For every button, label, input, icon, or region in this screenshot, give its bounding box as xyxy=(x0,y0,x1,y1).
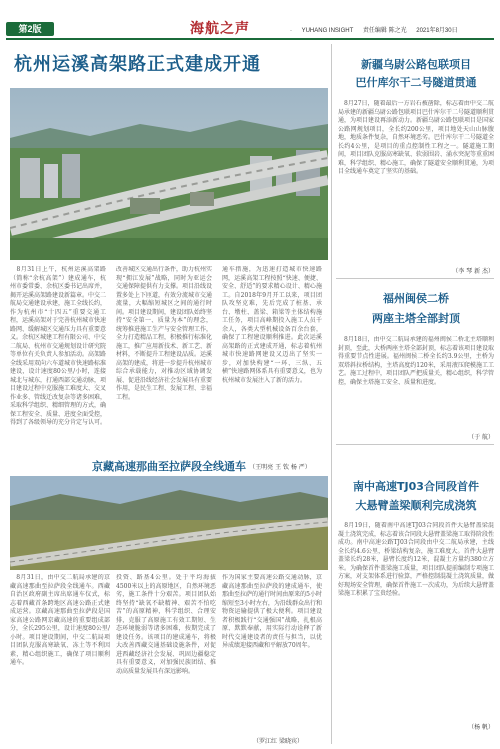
header-dot: · xyxy=(290,28,292,34)
fuzhou-headline-1: 福州闽侯二桥 xyxy=(383,292,449,305)
nanjing-headline-2: 大悬臂盖梁顺利完成浇筑 xyxy=(355,499,477,512)
xinjiang-headline-1: 新疆乌尉公路包联项目 xyxy=(361,58,471,71)
xinjiang-story-byline: （李 琴 新 杰） xyxy=(452,268,494,275)
main-story-col1: 8月31日上午，杭州运溪高架路（简称“余杭高架”）建成通车，杭州市委常委、余杭区委书记出席并，揭开运溪高架路建设新篇章。中交二航局交通建设承建，施工全线长约，作为杭州市“十四五”重要交通工程，运溪高架对于完善杭州城市快速路网、缓解城区交通压力具有重要意义。余杭区城建工程有限公司、中交二航局、杭州市交通规划设计研究院等单位有关负责人参加活动。高架路全线采用双向六车道城市快速路标准建设，设计速度80公里/小时，连接城北与城东，打通西部交通动脉，项目建设过程中克服施工难度大、交叉作业多、管线迁改复杂等诸多困难，采取科学组织、精细管理的方式，确保工程安全、质量、进度全面受控，得到了各级领导的充分肯定与认可。 xyxy=(10,266,106,426)
tibet-story-col2: 投资、路基4公里。处于平均海拔4500米以上的高原地区，自然环境恶劣，施工条件十分艰苦。项目团队始终坚持“缺氧不缺精神、艰苦不怕吃苦”的高原精神，科学组织、合理安排，克服了高原施工有效工期短、生态环境脆弱等诸多困难，按期完成了建设任务。该项目的建成通车，将极大改善西藏交通基础设施条件，对促进西藏经济社会发展、巩固边疆稳定具有重要意义，对加强民族团结、推动高质量发展具有深远影响。 xyxy=(116,574,216,675)
nanjing-story-text: 8月19日，随着南中高速TJ03合同段首件大悬臂盖梁混凝土浇筑完成，标志着该合同段大悬臂盖梁施工取得阶段性成功。南中高速公路TJ03合同段由中交二航局承建，主线全长约4.6公里，桥梁结构复杂，施工难度大。首件大悬臂盖梁长约28米，悬臂长度约12米，混凝土方量约380立方米。为确保首件盖梁施工质量，项目团队提前编制专项施工方案，对支架体系进行验算，严格控制混凝土浇筑质量，做好现场安全管理，确保首件施工一次成功，为后续大悬臂盖梁施工积累了宝贵经验。 xyxy=(338,522,494,597)
page-header xyxy=(0,0,500,38)
fuzhou-story-byline: （于 航） xyxy=(468,434,494,441)
tibet-story-byline: （罗江红 梁晓宾） xyxy=(253,738,303,745)
divider-1 xyxy=(336,278,494,279)
viaduct-aerial-photo xyxy=(10,88,328,260)
main-story-col3: 通车措施，为迅速打造城市快速路网，运溪高架工程按照“快速、便捷、安全、舒适”的要求精心设计、精心施工。自2018年9月开工以来，项目团队攻坚克难，先后完成了桩基、承台、墩柱、盖梁、箱梁等主体结构施工任务，项目高峰期投入施工人员千余人，各类大型机械设备百余台套，确保了工程建设顺利推进。此次运溪高架路的正式建成开通，标志着杭州城市快速路网建设又迈出了坚实一步，对加快构建“一环、三纵、五横”快速路网体系具有重要意义，也为杭州城市发展注入了新的活力。 xyxy=(222,266,322,384)
xinjiang-story-text: 8月27日，随着最后一方岩石被凿除，标志着由中交二航局承建的新疆乌尉公路包联项目巴什库尔干二号隧道顺利贯通，为项目建设再添新动力。新疆乌尉公路包联项目是国家公路网规划项目，全长约200公里，项目地处天山山脉腹地，地质条件复杂，自然环境恶劣。巴什库尔干二号隧道全长约4公里，是项目的重点控制性工程之一。隧道施工期间，项目团队克服高寒缺氧、软弱围岩、涌水突泥等重重困难，科学组织、精心施工，确保了隧道安全顺利贯通，为项目全线通车奠定了坚实的基础。 xyxy=(338,100,494,175)
header-insight: YUHANG INSIGHT xyxy=(301,28,354,34)
tibet-highway-photo xyxy=(10,476,328,570)
newspaper-logo: 海航之声 xyxy=(190,21,250,37)
nanjing-headline-1: 南中高速TJ03合同段首件 xyxy=(353,480,479,493)
header-editor: 责任编辑 陈之光 xyxy=(362,28,407,34)
header-rule xyxy=(6,38,494,40)
header-date: 2021年8月30日 xyxy=(416,28,458,34)
column-divider xyxy=(331,44,332,744)
fuzhou-story-text: 8月18日，由中交二航局承建的福州闽侯二桥北主塔顺利封顶，至此，大桥两座主塔全部封顶，标志着该项目建设取得重要节点性进展。福州闽侯二桥全长约3.9公里，主桥为双塔斜拉桥结构，主塔高度约120米，采用液压爬模施工工艺。施工过程中，项目团队严把质量关，精心组织，科学管控，确保主塔施工安全、质量和进度。 xyxy=(338,336,494,386)
main-headline: 杭州运溪高架路正式建成开通 xyxy=(14,54,261,75)
page-number-badge: 第2版 xyxy=(6,22,54,36)
nanjing-story-byline: （杨 帆） xyxy=(468,724,494,731)
divider-2 xyxy=(336,444,494,445)
xinjiang-headline-2: 巴什库尔干二号隧道贯通 xyxy=(355,76,477,89)
tibet-story-col1: 8月31日，由中交二航局承建的京藏高速那曲至拉萨段全线通车。西藏自治区政府副主席出席通车仪式，标志着西藏首条跨地区高速公路正式建成运营。京藏高速那曲至拉萨段是国家高速公路网京藏高速的重要组成部分，全长295公里，设计速度80公里/小时。项目建设期间，中交二航局项目团队克服高寒缺氧、冻土等不利因素，精心组织施工，确保了项目顺利通车。 xyxy=(10,574,110,666)
header-meta xyxy=(290,25,466,34)
main-story-byline: （王明亮 王 钦 杨 严） xyxy=(249,464,311,471)
tibet-story-col3: 作为国家主要高速公路交通动脉，京藏高速那曲至拉萨段的建成通车，使那曲至拉萨的通行时间由原来的5小时缩短至3小时左右，为沿线群众出行和物资运输提供了极大便利。项目建设者积极践行“交通强国”战略，扎根高原、默默奉献，用实际行动诠释了新时代交通建设者的责任与担当，以优异成绩迎接西藏和平解放70周年。 xyxy=(222,574,322,649)
main-story-col2: 改善城区交通出行条件，助力杭州实现“拥江发展”战略，同时为亚运会交通保障提供有力支撑。项目沿线设置多处上下匝道，有效分流城市交通流量，大幅缩短城区之间的通行时间。项目建设期间，建设团队始终坚持“安全第一、质量为本”的理念，统筹推进施工生产与安全管理工作，全力打造精品工程，积极推行标准化施工，推广应用新技术、新工艺、新材料，不断提升工程建设品质。运溪高架的建成，将进一步提升杭州城市综合承载能力，对推动区域协调发展、促进沿线经济社会发展具有重要作用，是民生工程、发展工程、幸福工程。 xyxy=(116,266,212,401)
tibet-headline: 京藏高速那曲至拉萨段全线通车 xyxy=(92,460,246,473)
fuzhou-headline-2: 两座主塔全部封顶 xyxy=(372,312,460,325)
